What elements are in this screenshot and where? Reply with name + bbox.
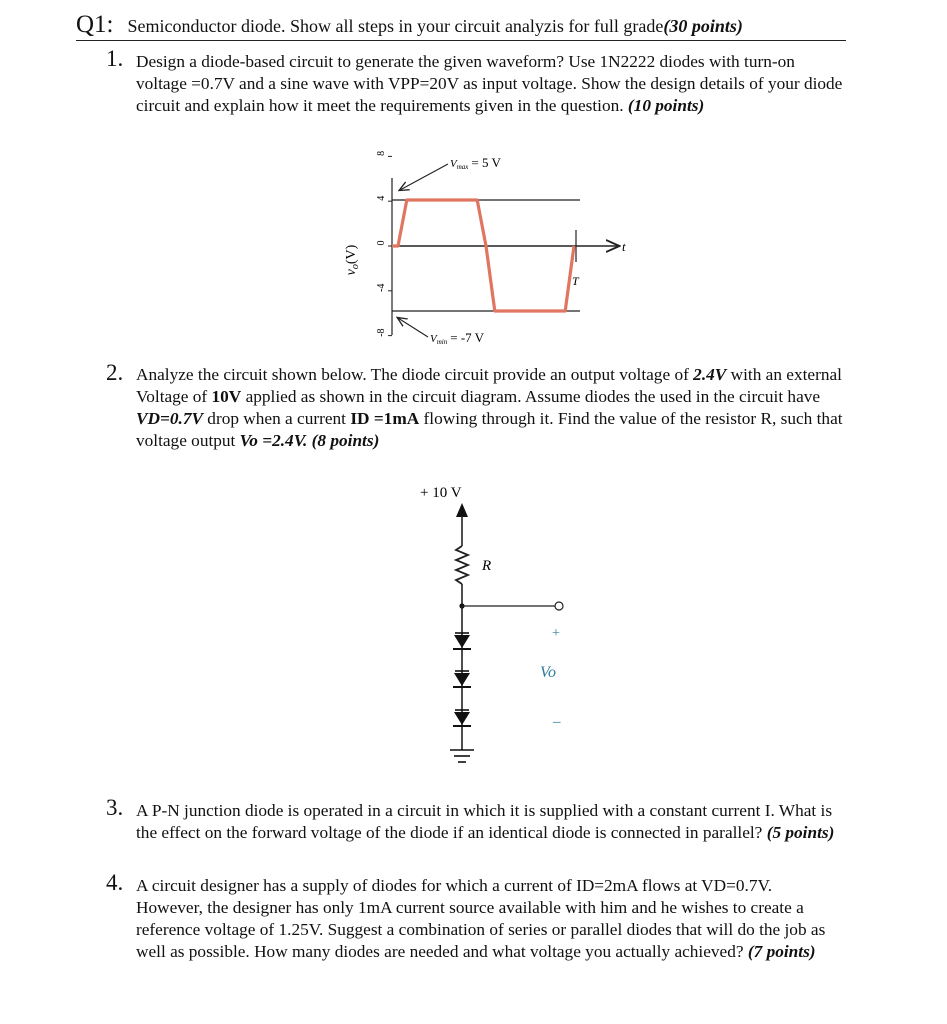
y-axis-label bbox=[344, 244, 361, 275]
vmax-arrow bbox=[400, 164, 448, 190]
supply-arrow bbox=[456, 503, 468, 517]
svg-text:vo(V): $v_o(V)$ bbox=[344, 244, 361, 276]
y-ticks bbox=[376, 151, 392, 337]
vmin-arrow bbox=[398, 318, 428, 337]
q2-part1: Analyze the circuit shown below. The diode circuit provide an output voltage of bbox=[136, 365, 694, 384]
y-tick-label: -4 bbox=[376, 283, 387, 292]
vmin-annotation: Vmin = -7 V bbox=[430, 330, 485, 346]
question-header bbox=[76, 10, 846, 41]
question-title: Semiconductor diode. Show all steps in your circuit analyzis for full grade bbox=[127, 16, 664, 36]
q2-number: 2. bbox=[106, 360, 124, 385]
q2-vo: Vo =2.4V. bbox=[239, 431, 308, 450]
question-points: (30 points) bbox=[663, 16, 743, 36]
ground-symbol bbox=[450, 750, 474, 762]
question-number: Q1: bbox=[76, 11, 114, 38]
waveform-figure bbox=[300, 150, 640, 360]
diode-3 bbox=[453, 710, 471, 726]
q2-text bbox=[136, 364, 844, 452]
q3-points: (5 points) bbox=[766, 823, 835, 842]
diode-2 bbox=[453, 671, 471, 687]
q2-points: (8 points) bbox=[311, 431, 380, 450]
q2-part3: applied as shown in the circuit diagram. Assume diodes the used in the circuit have bbox=[241, 387, 821, 406]
q2-part5: flowing through it. Find the value of the resistor R, such that voltage output bbox=[136, 409, 843, 450]
q1-body: Design a diode-based circuit to generate the given waveform? Use 1N2222 diodes with turn-on voltage =0.7V and a sine wave with VPP=20V as input voltage. Show the design details of your diode circuit and explain how it meet the requirements given in the question. bbox=[136, 52, 843, 115]
q2-output-voltage: 2.4V bbox=[693, 365, 727, 384]
q3-body: A P-N junction diode is operated in a circuit in which it is supplied with a constant current I. What is the effect on the forward voltage of the diode if an identical diode is connected in parallel? bbox=[136, 801, 833, 842]
q3-number: 3. bbox=[106, 795, 124, 820]
q2-part4: drop when a current bbox=[202, 409, 351, 428]
waveform-curve bbox=[392, 200, 574, 311]
t-label: t bbox=[622, 239, 626, 254]
q3-text bbox=[136, 800, 836, 844]
q4-text bbox=[136, 875, 841, 963]
circuit-diagram bbox=[400, 478, 600, 778]
q1-text bbox=[136, 51, 844, 117]
output-terminal bbox=[555, 602, 563, 610]
T-label: T bbox=[572, 274, 579, 288]
y-tick-label: 4 bbox=[376, 195, 387, 201]
resistor-label: R bbox=[482, 558, 492, 574]
diode-1 bbox=[453, 633, 471, 649]
q1-number: 1. bbox=[106, 46, 124, 71]
q2-vd: VD=0.7V bbox=[136, 409, 203, 428]
vo-plus: + bbox=[552, 626, 560, 641]
resistor-R bbox=[456, 546, 468, 584]
q2-id: ID =1mA bbox=[350, 409, 420, 428]
vmax-annotation: Vmax = 5 V bbox=[450, 155, 501, 171]
y-tick-label: -8 bbox=[376, 328, 387, 337]
vo-minus: – bbox=[553, 714, 561, 730]
vo-label: Vo bbox=[540, 664, 556, 681]
q1-points: (10 points) bbox=[627, 96, 705, 115]
y-tick-label: 0 bbox=[376, 240, 387, 246]
q2-part2: with an external Voltage of bbox=[136, 365, 842, 406]
q2-external-voltage: 10V bbox=[211, 387, 242, 406]
q4-points: (7 points) bbox=[747, 942, 816, 961]
supply-label: + 10 V bbox=[420, 485, 462, 501]
q4-number: 4. bbox=[106, 870, 124, 895]
q4-body: A circuit designer has a supply of diodes for which a current of ID=2mA flows at VD=0.7V. However, the designer has only 1mA current source available with him and he wishes to create a reference voltage of 1.25V. Suggest a combination of series or parallel diodes that will do the job as well as possible. How many diodes are needed and what voltage you actually achieved? bbox=[136, 876, 826, 961]
y-tick-label: 8 bbox=[376, 150, 387, 156]
